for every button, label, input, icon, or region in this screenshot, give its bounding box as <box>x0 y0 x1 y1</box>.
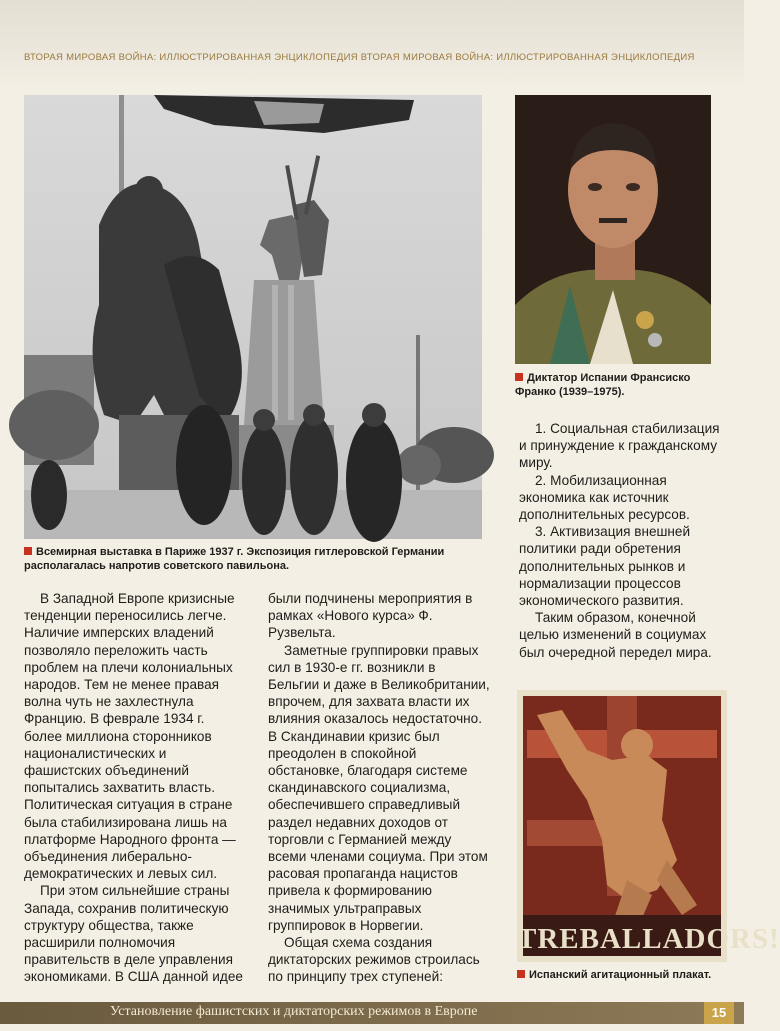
caption-marker-icon <box>515 373 523 381</box>
paragraph: Таким образом, конечной целью изменений в социумах был очередной передел мира. <box>519 610 712 660</box>
paragraph: были подчинены мероприятия в рамках «Нового курса» Ф. Рузвельта. <box>268 591 473 641</box>
section-title: Установление фашистских и диктаторских режимов в Европе <box>110 1004 478 1019</box>
text-column-3 <box>519 420 729 661</box>
list-item: 2. Мобилизационная экономика как источник дополнительных ресурсов. <box>519 472 690 523</box>
text-column-2 <box>268 590 490 986</box>
page-header-band <box>0 0 744 84</box>
spanish-poster <box>517 690 780 962</box>
paragraph: При этом сильнейшие страны Запада, сохранив политическую структуру общества, также расширили полномочия правительств в деле управления экономиками. В США данной идее <box>24 883 243 985</box>
paragraph: Общая схема создания диктаторских режимов строилась по принципу трех ступеней: <box>268 935 480 985</box>
text-column-1 <box>24 590 246 986</box>
poster-caption: Испанский агитационный плакат. <box>517 968 729 982</box>
poster-title: TREBALLADORS! <box>517 923 780 955</box>
paragraph: В Западной Европе кризисные тенденции переносились легче. Наличие имперских владений позволяло переложить часть проблем на плечи колониальных народов. Тем не менее правая волна чуть не захлестнула Францию. В феврале 1934 г. более миллиона сторонников националистических и фашистских объединений попытались захватить власть. Политическая ситуация в стране была стабилизирована лишь на платформе Народного фронта — объединения либерально-демократических и левых сил. <box>24 591 236 882</box>
page-footer <box>0 1002 744 1024</box>
list-item: 3. Активизация внешней политики ради обретения дополнительных рынков и нормализации процессов экономического развития. <box>519 524 691 609</box>
franco-portrait <box>515 95 711 364</box>
franco-caption: Диктатор Испании Франсиско Франко (1939–1975). <box>515 372 691 398</box>
caption-marker-icon <box>24 547 32 555</box>
page-number: 15 <box>704 1002 734 1024</box>
expo-photo-caption: Всемирная выставка в Париже 1937 г. Экспозиция гитлеровской Германии располагалась напротив советского павильона. <box>24 546 445 572</box>
running-header: ВТОРАЯ МИРОВАЯ ВОЙНА: ИЛЛЮСТРИРОВАННАЯ ЭНЦИКЛОПЕДИЯ ВТОРАЯ МИРОВАЯ ВОЙНА: ИЛЛЮСТРИРОВАННАЯ ЭНЦИКЛОПЕДИЯ <box>24 52 695 63</box>
caption-marker-icon <box>517 970 525 978</box>
expo-photo <box>24 95 482 539</box>
list-item: 1. Социальная стабилизация и принуждение к гражданскому миру. <box>519 421 720 471</box>
paragraph: Заметные группировки правых сил в 1930-е гг. возникли в Бельгии и даже в Великобритании, впрочем, для захвата власти их влияния оказалось недостаточно. В Скандинавии кризис был преодолен в спокойной обстановке, благодаря системе скандинавского социализма, обеспечившего справедливый раздел недавних доходов от торговли с Германией между всеми членами социума. При этом расовая пропаганда нацистов привела к формированию значимых ультраправых группировок в Норвегии. <box>268 642 490 933</box>
